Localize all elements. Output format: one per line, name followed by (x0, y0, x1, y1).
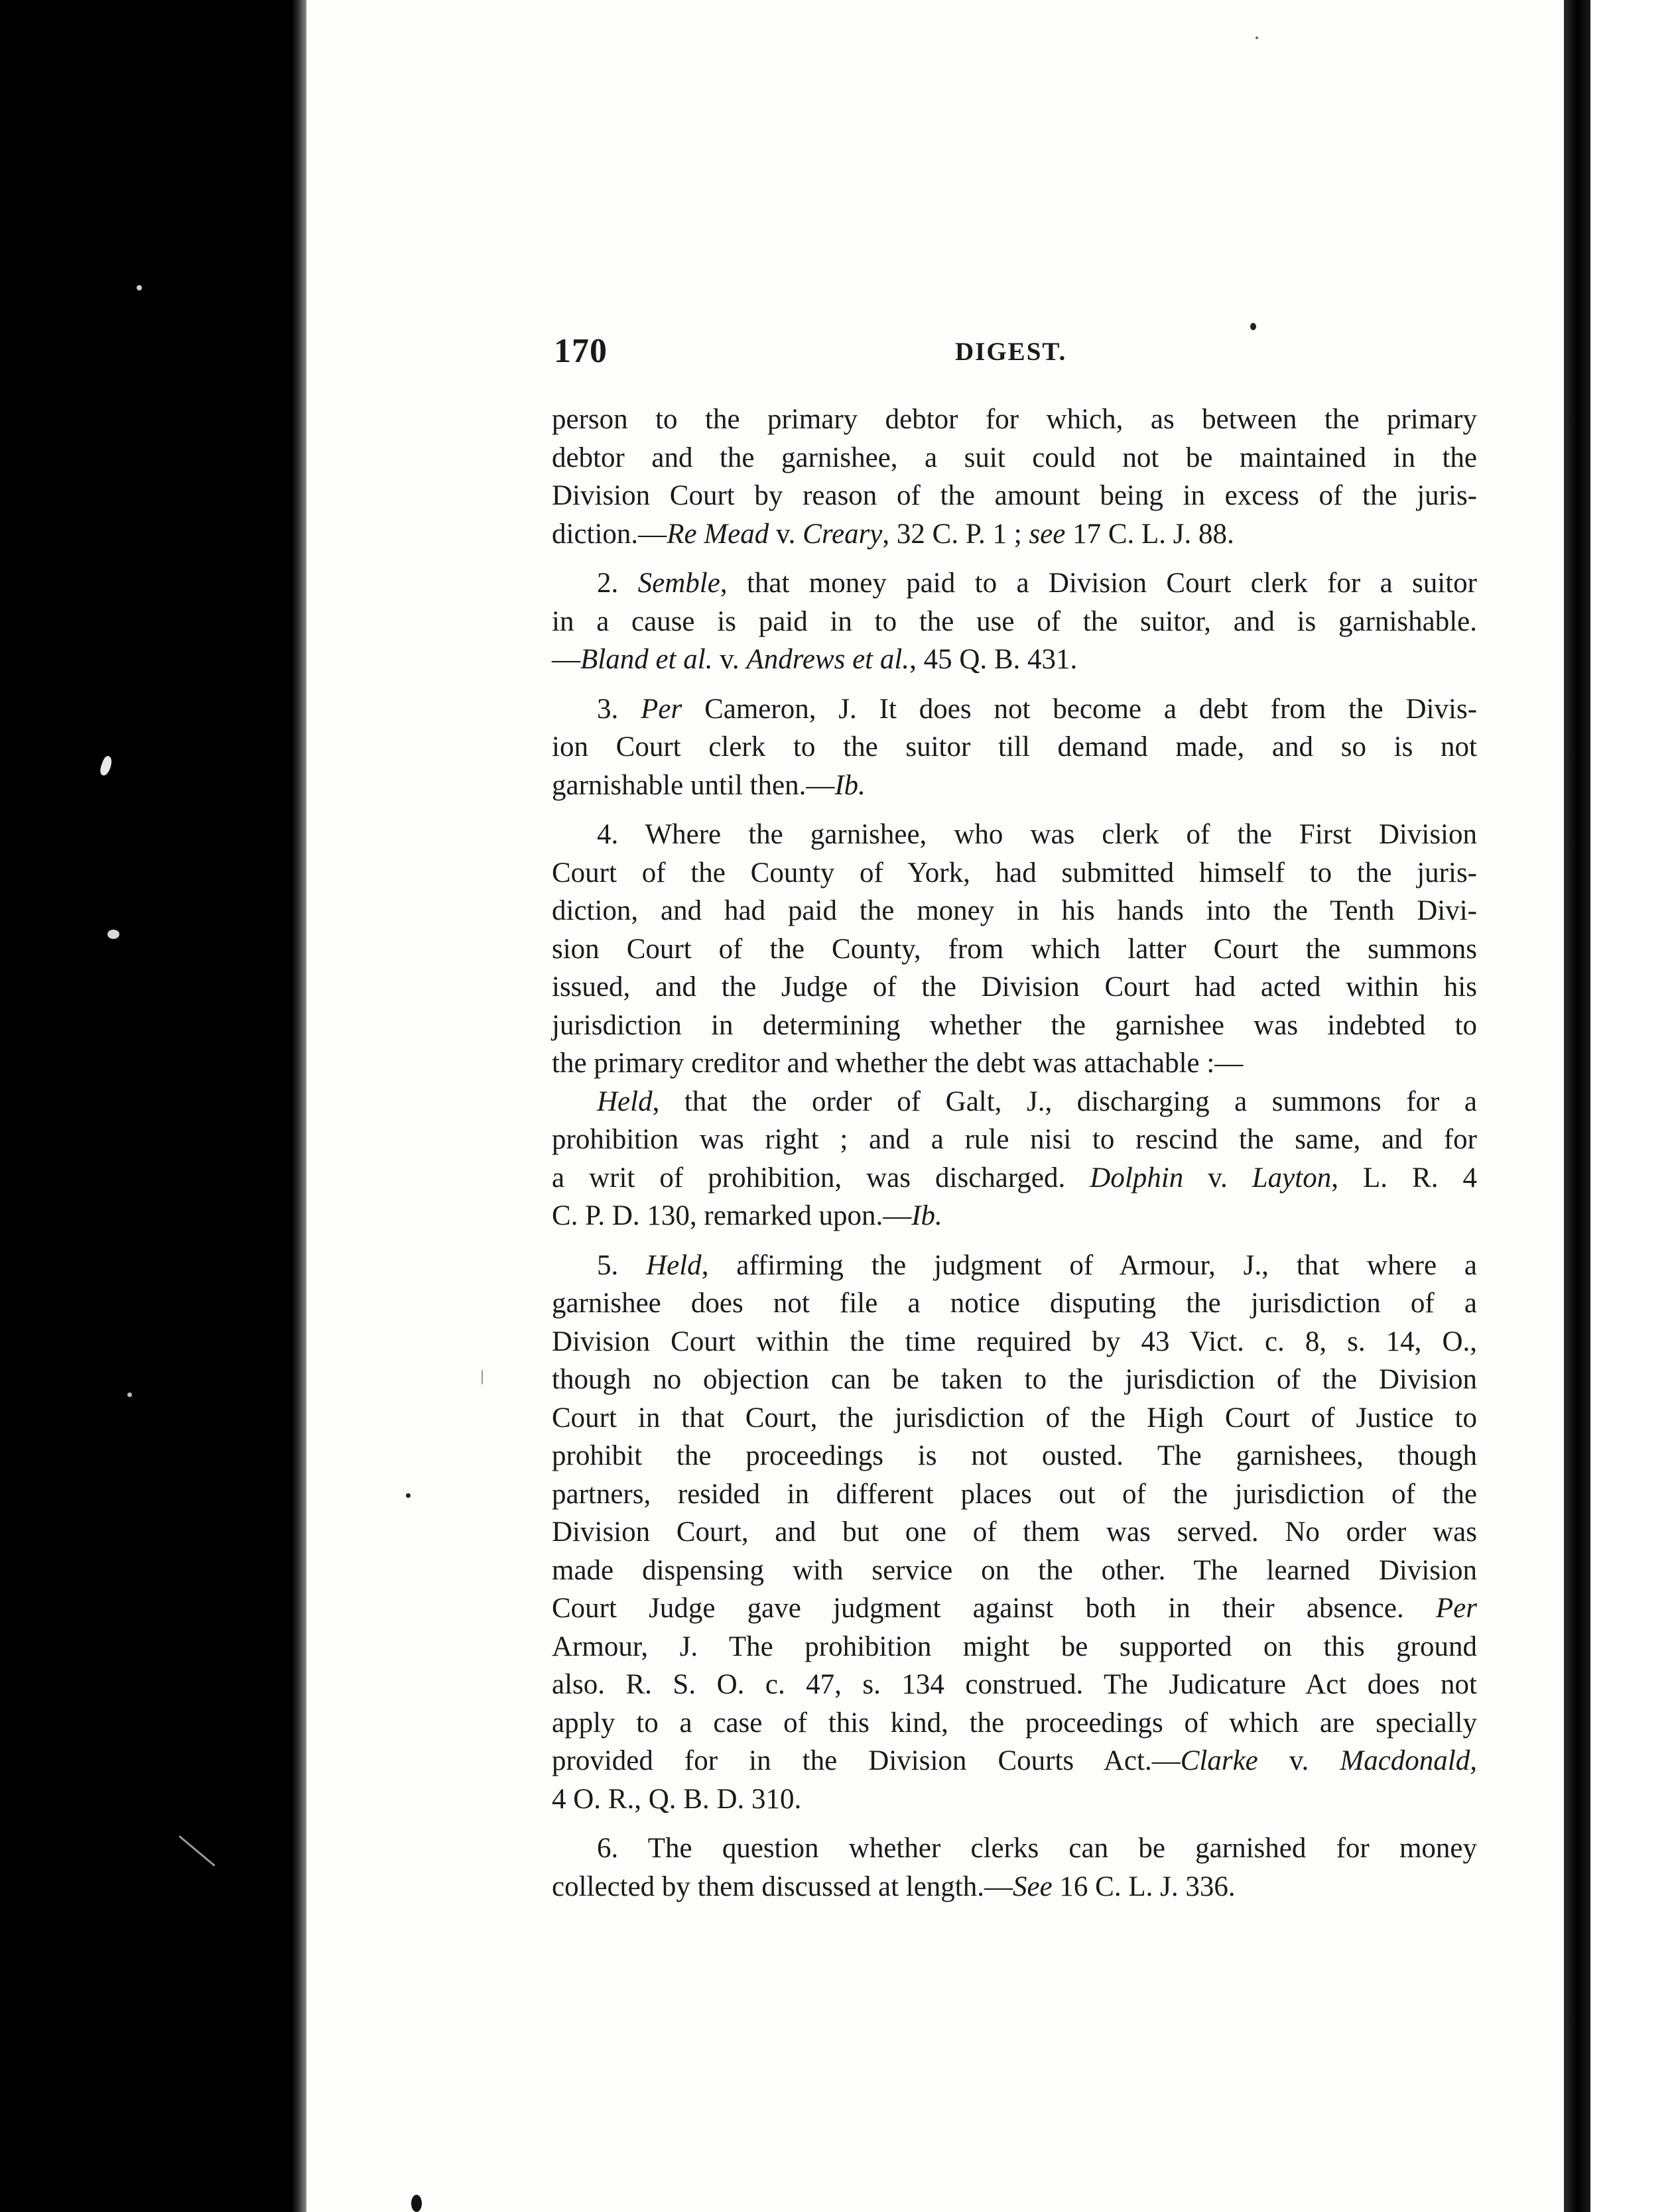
text-line (552, 728, 1477, 767)
italic-text-segment: Re Mead (667, 518, 769, 550)
text-line (552, 400, 1477, 439)
text-segment: 6. The question whether clerks can be garnished for money (597, 1833, 1477, 1864)
italic-text-segment: Held (597, 1085, 653, 1117)
text-segment: garnishable until then.— (552, 769, 835, 801)
text-line (552, 1159, 1477, 1198)
text-segment: v. (769, 518, 803, 550)
text-segment: a writ of prohibition, was discharged. (552, 1162, 1090, 1194)
italic-text-segment: Dolphin (1090, 1162, 1184, 1194)
text-segment: sion Court of the County, from which latter Court the summons (552, 933, 1477, 965)
text-line (552, 1829, 1477, 1868)
text-segment: provided for in the Division Courts Act.— (552, 1745, 1181, 1776)
text-segment: , 45 Q. B. 431. (909, 644, 1078, 675)
text-segment: v. (1183, 1162, 1252, 1194)
italic-text-segment: Macdonald, (1340, 1745, 1477, 1776)
text-segment: Armour, J. The prohibition might be supported on this ground (552, 1630, 1477, 1662)
text-segment: made dispensing with service on the other. The learned Division (552, 1554, 1477, 1586)
text-segment: Division Court within the time required by 43 Vict. c. 8, s. 14, O., (552, 1325, 1477, 1357)
text-line (552, 690, 1477, 729)
text-line (552, 1666, 1477, 1704)
text-line (552, 1323, 1477, 1361)
text-line (552, 1361, 1477, 1399)
italic-text-segment: Andrews et al. (746, 644, 910, 675)
text-line (552, 1868, 1477, 1906)
text-line (552, 1437, 1477, 1475)
text-segment: , that the order of Galt, J., discharging a summons for a (652, 1085, 1477, 1117)
text-line (552, 1780, 1477, 1819)
italic-text-segment: Creary (803, 518, 883, 550)
scan-speck (137, 285, 142, 290)
text-segment: 4. Where the garnishee, who was clerk of the First Division (597, 819, 1477, 850)
text-segment: issued, and the Judge of the Division Court had acted within his (552, 971, 1477, 1003)
text-line (552, 1742, 1477, 1780)
paragraph-gap (552, 679, 1477, 690)
text-segment: 17 C. L. J. 88. (1065, 518, 1234, 550)
running-head: DIGEST. (955, 338, 1067, 366)
paragraph-gap (552, 1818, 1477, 1829)
paper-speck (1256, 36, 1258, 39)
text-line (552, 930, 1477, 969)
right-margin-paper (1590, 0, 1674, 2212)
text-line (552, 564, 1477, 603)
text-line (552, 439, 1477, 477)
text-line (552, 1589, 1477, 1628)
text-segment: 16 C. L. J. 336. (1052, 1871, 1236, 1902)
left-scan-edge (292, 0, 306, 2212)
text-segment: apply to a case of this kind, the proceedings of which are specially (552, 1707, 1477, 1739)
text-segment: 2. (597, 568, 638, 599)
paper-speck (406, 1493, 411, 1498)
text-segment: 3. (597, 693, 641, 725)
text-line (552, 854, 1477, 892)
text-line (552, 1513, 1477, 1552)
text-line (552, 968, 1477, 1007)
text-segment: also. R. S. O. c. 47, s. 134 construed. The Judicature Act does not (552, 1669, 1477, 1700)
text-segment: Cameron, J. It does not become a debt from the Divis- (682, 693, 1478, 725)
text-line (552, 1121, 1477, 1159)
italic-text-segment: Per (1435, 1593, 1477, 1624)
text-segment: diction.— (552, 518, 667, 550)
paragraph-gap (552, 553, 1477, 564)
text-segment: partners, resided in different places out of the jurisdiction of the (552, 1478, 1477, 1510)
text-line (552, 1197, 1477, 1235)
text-segment: Court of the County of York, had submitted himself to the juris- (552, 857, 1477, 889)
text-line (552, 1475, 1477, 1514)
text-line (552, 1044, 1477, 1083)
right-binding-rule (1564, 0, 1590, 2212)
text-segment: v. (712, 644, 747, 675)
text-segment: 4 O. R., Q. B. D. 310. (552, 1783, 802, 1815)
text-line (552, 1704, 1477, 1743)
left-scan-margin (0, 0, 302, 2212)
text-segment: 5. (597, 1249, 647, 1281)
text-segment: collected by them discussed at length.— (552, 1871, 1013, 1902)
text-segment: prohibit the proceedings is not ousted. The garnishees, though (552, 1440, 1477, 1471)
text-line (552, 1247, 1477, 1285)
scan-speck (107, 930, 119, 939)
text-line (552, 816, 1477, 854)
paper-speck (482, 1370, 483, 1384)
text-segment: , 32 C. P. 1 ; (882, 518, 1029, 550)
page-number: 170 (554, 332, 608, 370)
text-segment: debtor and the garnishee, a suit could not be maintained in the (552, 442, 1477, 473)
text-segment: person to the primary debtor for which, as between the primary (552, 404, 1477, 435)
digest-text-body (552, 400, 1477, 1906)
text-segment: , that money paid to a Division Court clerk for a suitor (720, 568, 1478, 599)
italic-text-segment: see (1029, 518, 1066, 550)
italic-text-segment: See (1013, 1871, 1053, 1902)
text-segment: , L. R. 4 (1331, 1162, 1477, 1194)
paragraph-gap (552, 1235, 1477, 1247)
text-line (552, 1399, 1477, 1438)
text-segment: diction, and had paid the money in his hands into the Tenth Divi- (552, 895, 1477, 926)
text-line (552, 1552, 1477, 1590)
text-segment: , affirming the judgment of Armour, J., that where a (701, 1249, 1477, 1281)
text-segment: Court in that Court, the jurisdiction of the High Court of Justice to (552, 1402, 1477, 1434)
text-segment: the primary creditor and whether the debt was attachable :— (552, 1048, 1244, 1079)
text-line (552, 767, 1477, 805)
italic-text-segment: Layton (1252, 1162, 1332, 1194)
text-line (552, 515, 1477, 554)
text-line (552, 1083, 1477, 1121)
text-line (552, 1284, 1477, 1323)
text-line (552, 641, 1477, 679)
text-line (552, 603, 1477, 641)
text-segment: — (552, 644, 580, 675)
italic-text-segment: Held (646, 1249, 702, 1281)
text-line (552, 477, 1477, 515)
paragraph-gap (552, 804, 1477, 816)
text-segment: prohibition was right ; and a rule nisi to rescind the same, and for (552, 1124, 1477, 1155)
italic-text-segment: Clarke (1180, 1745, 1258, 1776)
text-segment: C. P. D. 130, remarked upon.— (552, 1200, 912, 1231)
text-segment: garnishee does not file a notice disputing the jurisdiction of a (552, 1288, 1477, 1319)
text-segment: Division Court by reason of the amount being in excess of the juris- (552, 480, 1477, 511)
scan-speck (127, 1392, 132, 1397)
text-segment: though no objection can be taken to the jurisdiction of the Division (552, 1364, 1477, 1395)
text-segment: jurisdiction in determining whether the garnishee was indebted to (552, 1009, 1477, 1041)
text-line (552, 1628, 1477, 1666)
text-segment: in a cause is paid in to the use of the suitor, and is garnishable. (552, 605, 1477, 637)
text-line (552, 1007, 1477, 1045)
italic-text-segment: Bland et al. (580, 644, 713, 675)
text-segment: v. (1257, 1745, 1340, 1776)
italic-text-segment: Semble (637, 568, 720, 599)
text-segment: Division Court, and but one of them was served. No order was (552, 1516, 1477, 1548)
italic-text-segment: Ib. (834, 769, 866, 801)
italic-text-segment: Ib. (911, 1200, 942, 1231)
text-segment: Court Judge gave judgment against both in their absence. (552, 1593, 1436, 1624)
paper-speck (1250, 323, 1256, 330)
text-segment: ion Court clerk to the suitor till demand made, and so is not (552, 731, 1477, 763)
italic-text-segment: Per (641, 693, 682, 725)
scan-speck (411, 2195, 422, 2212)
text-line (552, 892, 1477, 930)
